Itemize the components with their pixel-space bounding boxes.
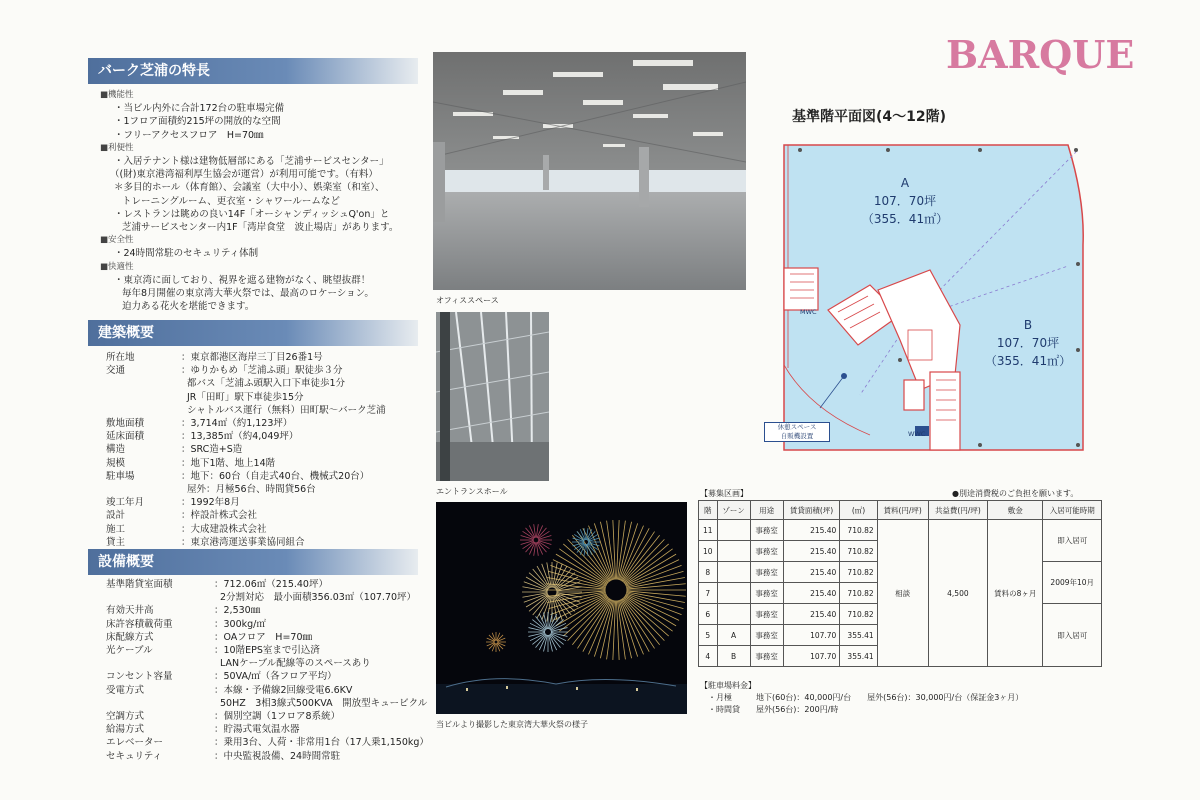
feature-item: 迫力ある花火を堪能できます。 bbox=[122, 301, 255, 313]
rent-cell: 事務室 bbox=[750, 520, 783, 541]
spec-key: 規模 bbox=[106, 457, 126, 469]
spec-key bbox=[106, 657, 214, 670]
rent-cell: 215.40 bbox=[783, 520, 840, 541]
spec-row bbox=[106, 417, 426, 430]
spec-value: ：貯湯式電気温水器 bbox=[214, 724, 300, 736]
feature-item: ・入居テナント様は建物低層部にある「芝浦サービスセンター」 bbox=[114, 156, 389, 168]
zone-a-text bbox=[780, 174, 1030, 228]
rent-header-cell: 賃料(円/坪) bbox=[877, 501, 928, 520]
spec-key: 給湯方式 bbox=[106, 724, 145, 736]
rent-cell: 即入居可 bbox=[1043, 604, 1102, 667]
feature-category: ■機能性 bbox=[100, 90, 134, 100]
rent-table bbox=[698, 500, 1102, 667]
rent-header-cell: 賃貸面積(坪) bbox=[783, 501, 840, 520]
spec-value: 2分割対応 最小面積356.03㎡（107.70坪） bbox=[220, 592, 417, 604]
rent-header-cell: (㎡) bbox=[840, 501, 877, 520]
mwc-label: MWC bbox=[800, 308, 817, 316]
parking-hourly-value: 屋外(56台)：200円/時 bbox=[756, 705, 839, 714]
spec-value: シャトルバス運行（無料）田町駅～バーク芝浦 bbox=[187, 404, 386, 416]
office-caption: オフィススペース bbox=[436, 296, 499, 305]
rent-cell: 215.40 bbox=[783, 583, 840, 604]
spec-key: 基準階貸室面積 bbox=[106, 579, 173, 590]
feature-category: ■快適性 bbox=[100, 261, 134, 272]
spec-key: 竣工年月 bbox=[106, 497, 145, 509]
spec-value: ：個別空調（1フロア8系統） bbox=[214, 711, 341, 723]
rent-cell: 355.41 bbox=[840, 625, 877, 646]
spec-value: 50HZ 3相3線式500KVA 開放型キュービクル bbox=[220, 697, 428, 709]
spec-key bbox=[106, 391, 181, 404]
rent-cell: 2009年10月 bbox=[1043, 562, 1102, 604]
spec-value: ：1992年8月 bbox=[181, 497, 240, 509]
spec-value: ：大成建設株式会社 bbox=[181, 523, 267, 535]
fireworks-photo bbox=[436, 502, 687, 714]
spec-key: 構造 bbox=[106, 444, 126, 456]
spec-row bbox=[106, 578, 426, 591]
rent-cell: 4,500 bbox=[928, 520, 987, 667]
features-list bbox=[100, 89, 430, 313]
equipment-header bbox=[88, 549, 418, 575]
spec-row bbox=[106, 618, 426, 631]
rent-cell bbox=[717, 541, 750, 562]
spec-row bbox=[106, 351, 426, 364]
rent-header-cell: 共益費(円/坪) bbox=[928, 501, 987, 520]
rent-cell: 相談 bbox=[877, 520, 928, 667]
spec-row bbox=[106, 457, 426, 470]
spec-row bbox=[106, 631, 426, 644]
spec-key: 床配線方式 bbox=[106, 631, 154, 643]
spec-key bbox=[106, 377, 181, 390]
rent-row bbox=[699, 520, 1102, 541]
spec-row bbox=[106, 377, 426, 390]
rent-cell: 即入居可 bbox=[1043, 520, 1102, 562]
spec-value: 都バス「芝浦ふ頭駅入口下車徒歩1分 bbox=[187, 378, 346, 390]
spec-row bbox=[106, 509, 426, 522]
spec-value: ：地下：60台（自走式40台、機械式20台） bbox=[181, 470, 370, 482]
parking-monthly-value: 地下(60台)：40,000円/台 屋外(56台)：30,000円/台（保証金3ヶ月） bbox=[756, 693, 1024, 702]
spec-row bbox=[106, 430, 426, 443]
spec-row bbox=[106, 670, 426, 683]
rent-cell: 710.82 bbox=[840, 583, 877, 604]
feature-item: 芝浦サービスセンター内1F「湾岸食堂 波止場店」があります。 bbox=[122, 222, 399, 234]
rent-cell: 107.70 bbox=[783, 625, 840, 646]
spec-row bbox=[106, 391, 426, 404]
rent-cell: 710.82 bbox=[840, 541, 877, 562]
rent-cell: B bbox=[717, 646, 750, 667]
rent-cell bbox=[717, 562, 750, 583]
feature-item: ・レストランは眺めの良い14F「オーシャンディッシュQ'on」と bbox=[114, 208, 390, 220]
spec-key bbox=[106, 404, 181, 417]
rent-cell: 事務室 bbox=[750, 562, 783, 583]
rent-cell: 11 bbox=[699, 520, 718, 541]
rent-note: ●別途消費税のご負担を願います。 bbox=[952, 489, 1079, 498]
spec-key: 施工 bbox=[106, 523, 126, 535]
wwc-label: WWC bbox=[908, 430, 926, 438]
feature-item: ・24時間常駐のセキュリティ体制 bbox=[114, 248, 259, 260]
plan-title: 基準階平面図(4～12階) bbox=[792, 109, 947, 125]
spec-row bbox=[106, 684, 426, 697]
rent-cell: 事務室 bbox=[750, 625, 783, 646]
rent-cell bbox=[717, 520, 750, 541]
entrance-photo bbox=[436, 312, 549, 481]
rent-cell: A bbox=[717, 625, 750, 646]
building-title: 建築概要 bbox=[98, 325, 154, 341]
rest-space-label: 休憩スペース bbox=[777, 423, 817, 431]
rent-cell: 賃料の8ヶ月 bbox=[988, 520, 1043, 667]
rent-header-cell: 入居可能時期 bbox=[1043, 501, 1102, 520]
spec-key: 交通 bbox=[106, 365, 126, 377]
spec-row bbox=[106, 536, 426, 549]
spec-value: ：OAフロア H=70㎜ bbox=[214, 631, 313, 643]
feature-item: ・当ビル内外に合計172台の駐車場完備 bbox=[114, 103, 285, 115]
rent-title: 【募集区画】 bbox=[700, 489, 748, 498]
spec-value: ：712.06㎡（215.40坪） bbox=[214, 579, 328, 590]
feature-item: トレーニングルーム、更衣室・シャワールームなど bbox=[122, 195, 340, 207]
rent-header-cell: ゾーン bbox=[717, 501, 750, 520]
spec-value: ：地下1階、地上14階 bbox=[181, 457, 276, 469]
zone-b-m2: （355．41㎡） bbox=[984, 354, 1072, 368]
spec-row bbox=[106, 710, 426, 723]
rent-cell: 4 bbox=[699, 646, 718, 667]
spec-row bbox=[106, 591, 426, 604]
spec-key: 有効天井高 bbox=[106, 605, 154, 617]
spec-row bbox=[106, 496, 426, 509]
firework-spark bbox=[623, 598, 664, 641]
rent-header-cell: 敷金 bbox=[988, 501, 1043, 520]
firework-spark bbox=[623, 539, 664, 582]
rent-cell: 8 bbox=[699, 562, 718, 583]
zone-b-text bbox=[968, 316, 1088, 370]
spec-key: 受電方式 bbox=[106, 684, 145, 696]
spec-value: ：50VA/㎡（各フロア平均） bbox=[214, 671, 337, 683]
spec-key: セキュリティ bbox=[106, 750, 163, 762]
spec-key: 設計 bbox=[106, 510, 126, 522]
spec-row bbox=[106, 604, 426, 617]
spec-row bbox=[106, 657, 426, 670]
spec-row bbox=[106, 750, 426, 763]
feature-item: 毎年8月開催の東京湾大華火祭では、最高のロケーション。 bbox=[122, 288, 374, 300]
rent-cell: 710.82 bbox=[840, 604, 877, 625]
spec-value: ：13,385㎡（約4,049坪） bbox=[181, 431, 299, 443]
feature-item: （(財)東京港湾福利厚生協会が運営）が利用可能です。（有料） bbox=[110, 169, 378, 181]
firework-spark bbox=[618, 522, 631, 580]
zone-b-label: B bbox=[1023, 318, 1033, 332]
spec-row bbox=[106, 443, 426, 456]
rent-cell: 10 bbox=[699, 541, 718, 562]
feature-category: ■安全性 bbox=[100, 235, 134, 246]
firework-spark bbox=[600, 600, 613, 658]
office-photo bbox=[433, 52, 746, 290]
spec-row bbox=[106, 483, 426, 496]
zone-a-tsubo: 107．70坪 bbox=[873, 194, 937, 208]
rent-cell: 215.40 bbox=[783, 562, 840, 583]
rent-cell: 710.82 bbox=[840, 520, 877, 541]
spec-row bbox=[106, 364, 426, 377]
rent-cell: 5 bbox=[699, 625, 718, 646]
rent-cell: 710.82 bbox=[840, 562, 877, 583]
rent-cell: 事務室 bbox=[750, 541, 783, 562]
spec-value: ：梓設計株式会社 bbox=[181, 510, 258, 522]
rent-cell bbox=[717, 604, 750, 625]
spec-row bbox=[106, 736, 429, 749]
feature-item: ・フリーアクセスフロア H=70㎜ bbox=[114, 129, 264, 141]
spec-key: 床許容積載荷重 bbox=[106, 618, 173, 630]
spec-key: 敷地面積 bbox=[106, 418, 145, 430]
spec-value: ：中央監視設備、24時間常駐 bbox=[214, 750, 341, 762]
rent-header-cell: 階 bbox=[699, 501, 718, 520]
spec-value: ：東京港湾運送事業協同組合 bbox=[181, 536, 305, 548]
equipment-title: 設備概要 bbox=[98, 554, 154, 570]
feature-item: ・東京湾に面しており、視界を遮る建物がなく、眺望抜群！ bbox=[114, 274, 371, 286]
entrance-caption: エントランスホール bbox=[436, 487, 508, 496]
vending-label: 自販機設置 bbox=[780, 432, 814, 440]
spec-row bbox=[106, 644, 426, 657]
spec-value: ：東京都港区海岸三丁目26番1号 bbox=[181, 352, 323, 363]
spec-value: ：SRC造+S造 bbox=[181, 444, 243, 456]
features-title: バーク芝浦の特長 bbox=[98, 63, 210, 79]
rent-cell: 事務室 bbox=[750, 583, 783, 604]
rent-cell: 6 bbox=[699, 604, 718, 625]
spec-key: 空調方式 bbox=[106, 711, 145, 723]
parking-hourly-label: ・時間貸 bbox=[708, 705, 740, 714]
zone-a-label: A bbox=[900, 176, 910, 190]
spec-value: ：2,530㎜ bbox=[214, 605, 261, 617]
rent-cell: 107.70 bbox=[783, 646, 840, 667]
spec-key: エレベーター bbox=[106, 737, 164, 749]
spec-row bbox=[106, 697, 426, 710]
building-list bbox=[106, 351, 426, 549]
parking-title: 【駐車場料金】 bbox=[700, 681, 756, 690]
spec-value: LANケーブル配線等のスペースあり bbox=[220, 658, 371, 670]
spec-row bbox=[106, 404, 426, 417]
spec-value: ：300kg/㎡ bbox=[214, 618, 266, 630]
spec-value: ：10階EPS室まで引込済 bbox=[214, 645, 320, 657]
feature-item: ・1フロア面積約215坪の開放的な空間 bbox=[114, 116, 281, 128]
rent-cell: 215.40 bbox=[783, 604, 840, 625]
spec-key: 貸主 bbox=[106, 536, 126, 548]
building-header bbox=[88, 320, 418, 346]
spec-key bbox=[106, 697, 214, 710]
spec-key: 所在地 bbox=[106, 352, 135, 363]
spec-key: 延床面積 bbox=[106, 431, 145, 443]
rent-cell: 355.41 bbox=[840, 646, 877, 667]
spec-row bbox=[106, 723, 426, 736]
feature-item: ＊多目的ホール（体育館）、会議室（大中小）、娯楽室（和室）、 bbox=[114, 182, 385, 194]
fireworks-caption: 当ビルより撮影した東京湾大華火祭の様子 bbox=[436, 720, 588, 729]
equipment-list bbox=[106, 578, 429, 763]
rent-cell: 7 bbox=[699, 583, 718, 604]
spec-row bbox=[106, 470, 426, 483]
rent-cell bbox=[717, 583, 750, 604]
feature-category: ■利便性 bbox=[100, 142, 134, 153]
spec-value: ：3,714㎡（約1,123坪） bbox=[181, 418, 293, 430]
spec-value: JR「田町」駅下車徒歩15分 bbox=[187, 391, 304, 403]
zone-b-tsubo: 107．70坪 bbox=[996, 336, 1060, 350]
rest-space-callout bbox=[764, 422, 830, 442]
firework-spark bbox=[600, 522, 613, 580]
spec-key bbox=[106, 483, 181, 496]
rent-cell: 事務室 bbox=[750, 646, 783, 667]
firework-spark bbox=[568, 598, 609, 641]
floor-plan bbox=[777, 140, 1100, 470]
spec-value: ：ゆりかもめ「芝浦ふ頭」駅徒歩３分 bbox=[181, 365, 343, 377]
spec-value: ：本線・予備線2回線受電6.6KV bbox=[214, 684, 353, 696]
spec-key: コンセント容量 bbox=[106, 671, 173, 683]
rent-header-cell: 用途 bbox=[750, 501, 783, 520]
features-header bbox=[88, 58, 418, 84]
rent-cell: 事務室 bbox=[750, 604, 783, 625]
zone-a-m2: （355．41㎡） bbox=[861, 212, 949, 226]
barque-logo: BARQUE bbox=[946, 32, 1135, 77]
spec-value: ：乗用3台、人荷・非常用1台（17人乗1,150kg） bbox=[214, 737, 429, 749]
spec-key bbox=[106, 591, 214, 604]
spec-value: 屋外：月極56台、時間貸56台 bbox=[187, 484, 316, 496]
firework-spark bbox=[618, 600, 631, 658]
parking-monthly-label: ・月極 bbox=[708, 693, 732, 702]
spec-key: 駐車場 bbox=[106, 470, 135, 482]
spec-row bbox=[106, 523, 426, 536]
spec-key: 光ケーブル bbox=[106, 645, 153, 657]
rent-cell: 215.40 bbox=[783, 541, 840, 562]
